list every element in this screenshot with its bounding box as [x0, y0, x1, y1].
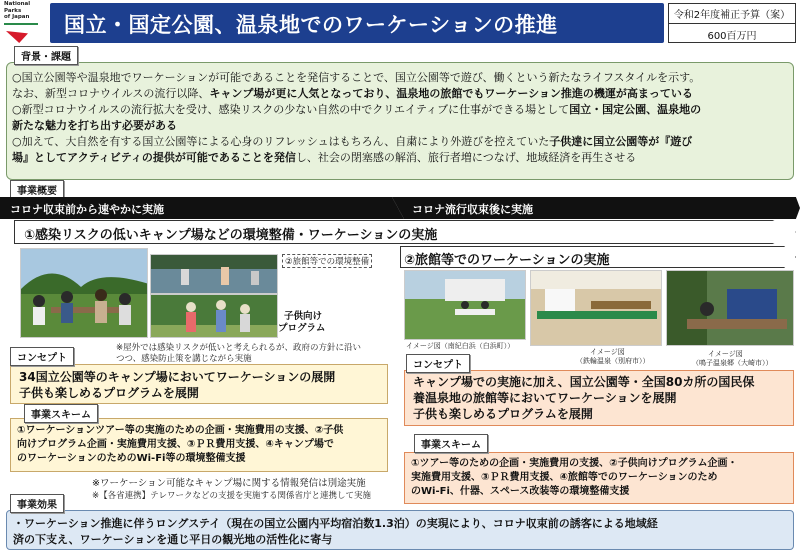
logo-leaf-icon — [6, 31, 28, 43]
caption-kannawa-1: イメージ図 — [590, 348, 625, 356]
title-band — [50, 3, 664, 43]
right-scheme-line-1: ①ツアー等のための企画・実施費用の支援、②子供向けプログラム企画・ — [411, 458, 738, 469]
effect-box — [6, 510, 794, 550]
caption-kannawa-2: （鉄輪温泉（別府市）） — [576, 357, 650, 365]
photo-kannawa-onsen — [530, 270, 662, 346]
overview-heading: 事業概要 — [10, 180, 64, 199]
right-concept-box — [404, 370, 794, 426]
budget-label: 令和2年度補正予算（案） — [673, 10, 791, 21]
background-line-2: なお、新型コロナウイルスの流行以降、キャンプ場が更に人気となっており、温泉地の旅館でもワーケーション推進の機運が高まっている — [12, 87, 693, 100]
left-scheme-line-2: 向けプログラム企画・実施費用支援、③ＰＲ費用支援、④キャンプ場で — [17, 439, 334, 450]
caption-minami-shirahama: イメージ図（南紀白浜（白浜町）） — [406, 342, 515, 350]
right-scheme-box — [404, 452, 794, 504]
background-line-5: ○加えて、大自然を有する国立公園等による心身のリフレッシュはもちろん、自粛により外遊びを控えていた子供達に国立公園等が『遊び — [12, 135, 693, 148]
left-scheme-note-2: ※【各省連携】テレワークなどの支援を実施する関係省庁と連携して実施 — [92, 491, 371, 501]
effect-line-1: ・ワーケーション推進に伴うロングステイ（現在の国立公園内平均宿泊数1.3泊）の実現により、コロナ収束前の誘客による地域経 — [13, 517, 658, 530]
right-concept-line-1: キャンプ場での実施に加え、国立公園等・全国80カ所の国民保 — [413, 375, 755, 389]
left-concept-line-1: 34国立公園等のキャンプ場においてワーケーションの展開 — [19, 370, 336, 384]
photo-river-kids — [150, 254, 278, 294]
header — [0, 0, 800, 46]
left-scheme-line-3: のワーケーションのためのWi-Fi等の環境整備支援 — [17, 453, 246, 464]
phase-after-label: コロナ流行収束後に実施 — [412, 203, 533, 216]
budget-amount: 600百万円 — [707, 31, 757, 42]
left-scheme-box — [10, 418, 388, 472]
item2-label: ②旅館等でのワーケーションの実施 — [404, 253, 610, 268]
photo-minami-shirahama — [404, 270, 526, 340]
background-line-6: 場』としてアクティビティの提供が可能であることを発信し、社会の閉塞感の解消、旅行者増につなげ、地域経済を再生させる — [12, 151, 637, 164]
outdoor-note-1: ※屋外では感染リスクが低いと考えられるが、政府の方針に沿い — [116, 343, 361, 353]
budget-divider — [669, 23, 795, 24]
photo-naruko-onsen — [666, 270, 794, 346]
page-title: 国立・国定公園、温泉地でのワーケーションの推進 — [64, 13, 558, 37]
background-line-4: 新たな魅力を打ち出す必要がある — [12, 119, 177, 132]
logo-bar — [4, 23, 38, 25]
right-concept-line-2: 養温泉地の旅館等においてワーケーションを展開 — [413, 391, 677, 405]
photo-camp-work — [20, 248, 148, 338]
ryokan-callout: ②旅館等での環境整備 — [282, 254, 372, 268]
right-concept-line-3: 子供も楽しめるプログラムを展開 — [413, 407, 593, 421]
left-scheme-note-1: ※ワーケーション可能なキャンプ場に関する情報発信は別途実施 — [92, 478, 366, 489]
logo-text-2: Parks — [4, 7, 22, 14]
right-scheme-line-2: 実施費用支援、③ＰＲ費用支援、④旅館等でのワーケーションのため — [411, 472, 718, 483]
right-scheme-heading: 事業スキーム — [414, 434, 488, 453]
background-line-3: ○新型コロナウイルスの流行拡大を受け、感染リスクの少ない自然の中でクリエイティブに仕事ができる場として国立・国定公園、温泉地の — [12, 103, 702, 116]
kids-program-label-1: 子供向け — [284, 311, 323, 322]
logo-text-3: of Japan — [4, 14, 30, 20]
background-section — [6, 62, 794, 180]
national-parks-logo — [4, 1, 48, 45]
left-scheme-line-1: ①ワーケーションツアー等の実施のための企画・実施費用の支援、②子供 — [17, 425, 344, 436]
caption-naruko-1: イメージ図 — [708, 350, 743, 358]
right-scheme-line-3: のWi-Fi、什器、スペース改装等の環境整備支援 — [411, 486, 630, 497]
logo-text-1: National — [4, 1, 31, 7]
background-heading: 背景・課題 — [14, 46, 78, 65]
phase-before-label: コロナ収束前から速やかに実施 — [10, 203, 164, 216]
right-concept-heading: コンセプト — [406, 354, 470, 373]
background-line-1: ○国立公園等や温泉地でワーケーションが可能であることを発信することで、国立公園等で遊び、働くという新たなライフスタイルを示す。 — [12, 71, 701, 84]
item1-label: ①感染リスクの低いキャンプ場などの環境整備・ワーケーションの実施 — [24, 228, 438, 243]
effect-line-2: 済の下支え、ワーケーションを通じ平日の観光地の活性化に寄与 — [13, 533, 333, 546]
budget-box — [668, 3, 796, 43]
outdoor-note-2: つつ、感染防止策を講じながら実施 — [116, 354, 252, 364]
left-concept-line-2: 子供も楽しめるプログラムを展開 — [19, 386, 199, 400]
photo-kids-program — [150, 294, 278, 338]
left-concept-box — [10, 364, 388, 404]
effect-heading: 事業効果 — [10, 494, 64, 513]
kids-program-label-2: プログラム — [278, 323, 326, 334]
left-concept-heading: コンセプト — [10, 347, 74, 366]
left-scheme-heading: 事業スキーム — [24, 404, 98, 423]
caption-naruko-2: （鳴子温泉郷（大崎市）） — [692, 359, 773, 367]
